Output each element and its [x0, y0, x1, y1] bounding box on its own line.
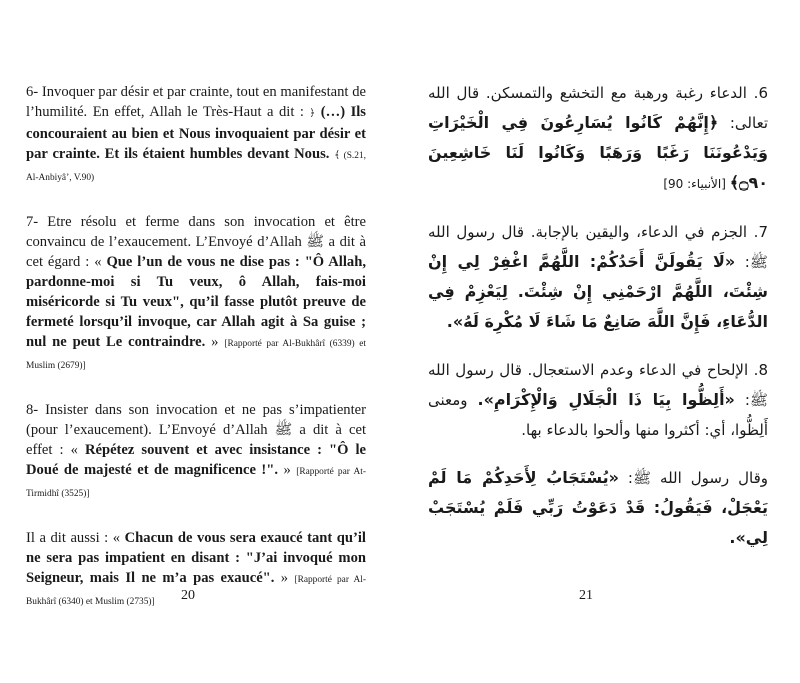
paragraph-intro: 8- Insister dans son invocation et ne pas s’impatienter (pour l’exaucement). L’Envoyé d’Allah ﷺ a dit à cet effet : « — [26, 402, 367, 458]
reference: [الأنبياء: 90] — [663, 177, 730, 191]
quote-close: » — [274, 570, 295, 586]
hadith-quote: «لَا يَقُولَنَّ أَحَدُكُمْ: اللَّهُمَّ اغْفِرْ لِي إِنْ شِئْتَ، اللَّهُمَّ ارْحَمْنِي إِنْ شِئْتَ. لِيَعْزِمْ فِي الدُّعَاءِ، فَإِنَّ اللَّهَ صَانِعٌ مَا شَاءَ لَا مُكْرِهَ لَهُ». — [428, 252, 768, 331]
page-number: 20 — [181, 588, 195, 603]
hadith-quote: Que l’un de vous ne dise pas : "Ô Allah, pardonne-moi si Tu veux, ô Allah, fais-moi miséricorde si Tu veux", qu’il fasse plutôt preuve de fermeté lorsqu’il invoque, car Allah agit à Sa guise ; nul ne peut Le contraindre. — [26, 254, 366, 350]
quote-close: » — [278, 462, 297, 478]
paragraph-intro: 7- Etre résolu et ferme dans son invocation et être convaincu de l’exaucement. L’Envoyé d’Allah ﷺ a dit à cet égard : « — [26, 214, 366, 270]
french-text-column — [26, 82, 366, 636]
reference: [Rapporté par At-Tirmidhî (3525)] — [26, 467, 367, 499]
quran-quote: ﴿إِنَّهُمْ كَانُوا يُسَارِعُونَ فِي الْخَيْرَاتِ وَيَدْعُونَنَا رَغَبًا وَرَهَبًا وَكَانُوا لَنَا خَاشِعِينَ ۝٩٠﴾ — [428, 113, 768, 192]
hadith-quote: Chacun de vous sera exaucé tant qu’il ne sera pas impatient en disant : "J’ai invoqué mon Seigneur, mais Il ne m’a pas exaucé". — [26, 530, 366, 586]
quran-ornament-close: ﴾ — [334, 150, 341, 161]
quote-close: » — [205, 334, 225, 350]
paragraph-7-fr — [26, 212, 366, 376]
paragraph-intro: 6. الدعاء رغبة ورهبة مع التخشع والتمسكن. قال الله تعالى: — [428, 84, 768, 132]
paragraph-intro: 6- Invoquer par désir et par crainte, tout en manifestant de l’humilité. En effet, Allah le Très-Haut a dit : — [26, 84, 366, 120]
paragraph-intro: Il a dit aussi : « — [26, 530, 125, 546]
quran-ornament-open: ﴿ — [309, 108, 316, 119]
paragraph-6-fr — [26, 82, 366, 188]
reference: [Rapporté par Al-Bukhârî (6340) et Muslim (2735)] — [26, 575, 367, 607]
paragraph-intro: 8. الإلحاح في الدعاء وعدم الاستعجال. قال رسول الله ﷺ: — [428, 361, 768, 409]
hadith-quote: «أَلِظُّوا بِيَا ذَا الْجَلَالِ وَالْإِكْرَامِ». — [477, 390, 735, 409]
paragraph-8-ar — [428, 355, 768, 445]
paragraph-8-fr — [26, 400, 366, 504]
paragraph-intro: 7. الجزم في الدعاء، واليقين بالإجابة. قال رسول الله ﷺ: — [428, 223, 768, 271]
right-page — [400, 0, 800, 683]
hadith-quote: «يُسْتَجَابُ لِأَحَدِكُمْ مَا لَمْ يَعْجَلْ، فَيَقُولُ: قَدْ دَعَوْتُ رَبِّي فَلَمْ يُسْتَجَبْ لِي». — [428, 468, 768, 547]
explanation: ومعنى أَلِظُّوا، أي: أكثروا منها وألحوا بالدعاء بها. — [428, 391, 768, 439]
paragraph-also-ar — [428, 463, 768, 553]
paragraph-7-ar — [428, 217, 768, 337]
arabic-text-column — [428, 78, 768, 571]
reference: [Rapporté par Al-Bukhârî (6339) et Muslim (2679)] — [26, 339, 366, 371]
paragraph-intro: وقال رسول الله ﷺ: — [619, 469, 768, 487]
reference: (S.21, Al-Anbiyâ’, V.90) — [26, 151, 366, 183]
quran-quote: (…) Ils concouraient au bien et Nous invoquaient par désir et par crainte. Et ils étaient humbles devant Nous. — [26, 104, 366, 162]
paragraph-6-ar — [428, 78, 768, 199]
page-number: 21 — [579, 588, 593, 603]
hadith-quote: Répétez souvent et avec insistance : "Ô le Doué de majesté et de magnificence !". — [26, 442, 367, 478]
